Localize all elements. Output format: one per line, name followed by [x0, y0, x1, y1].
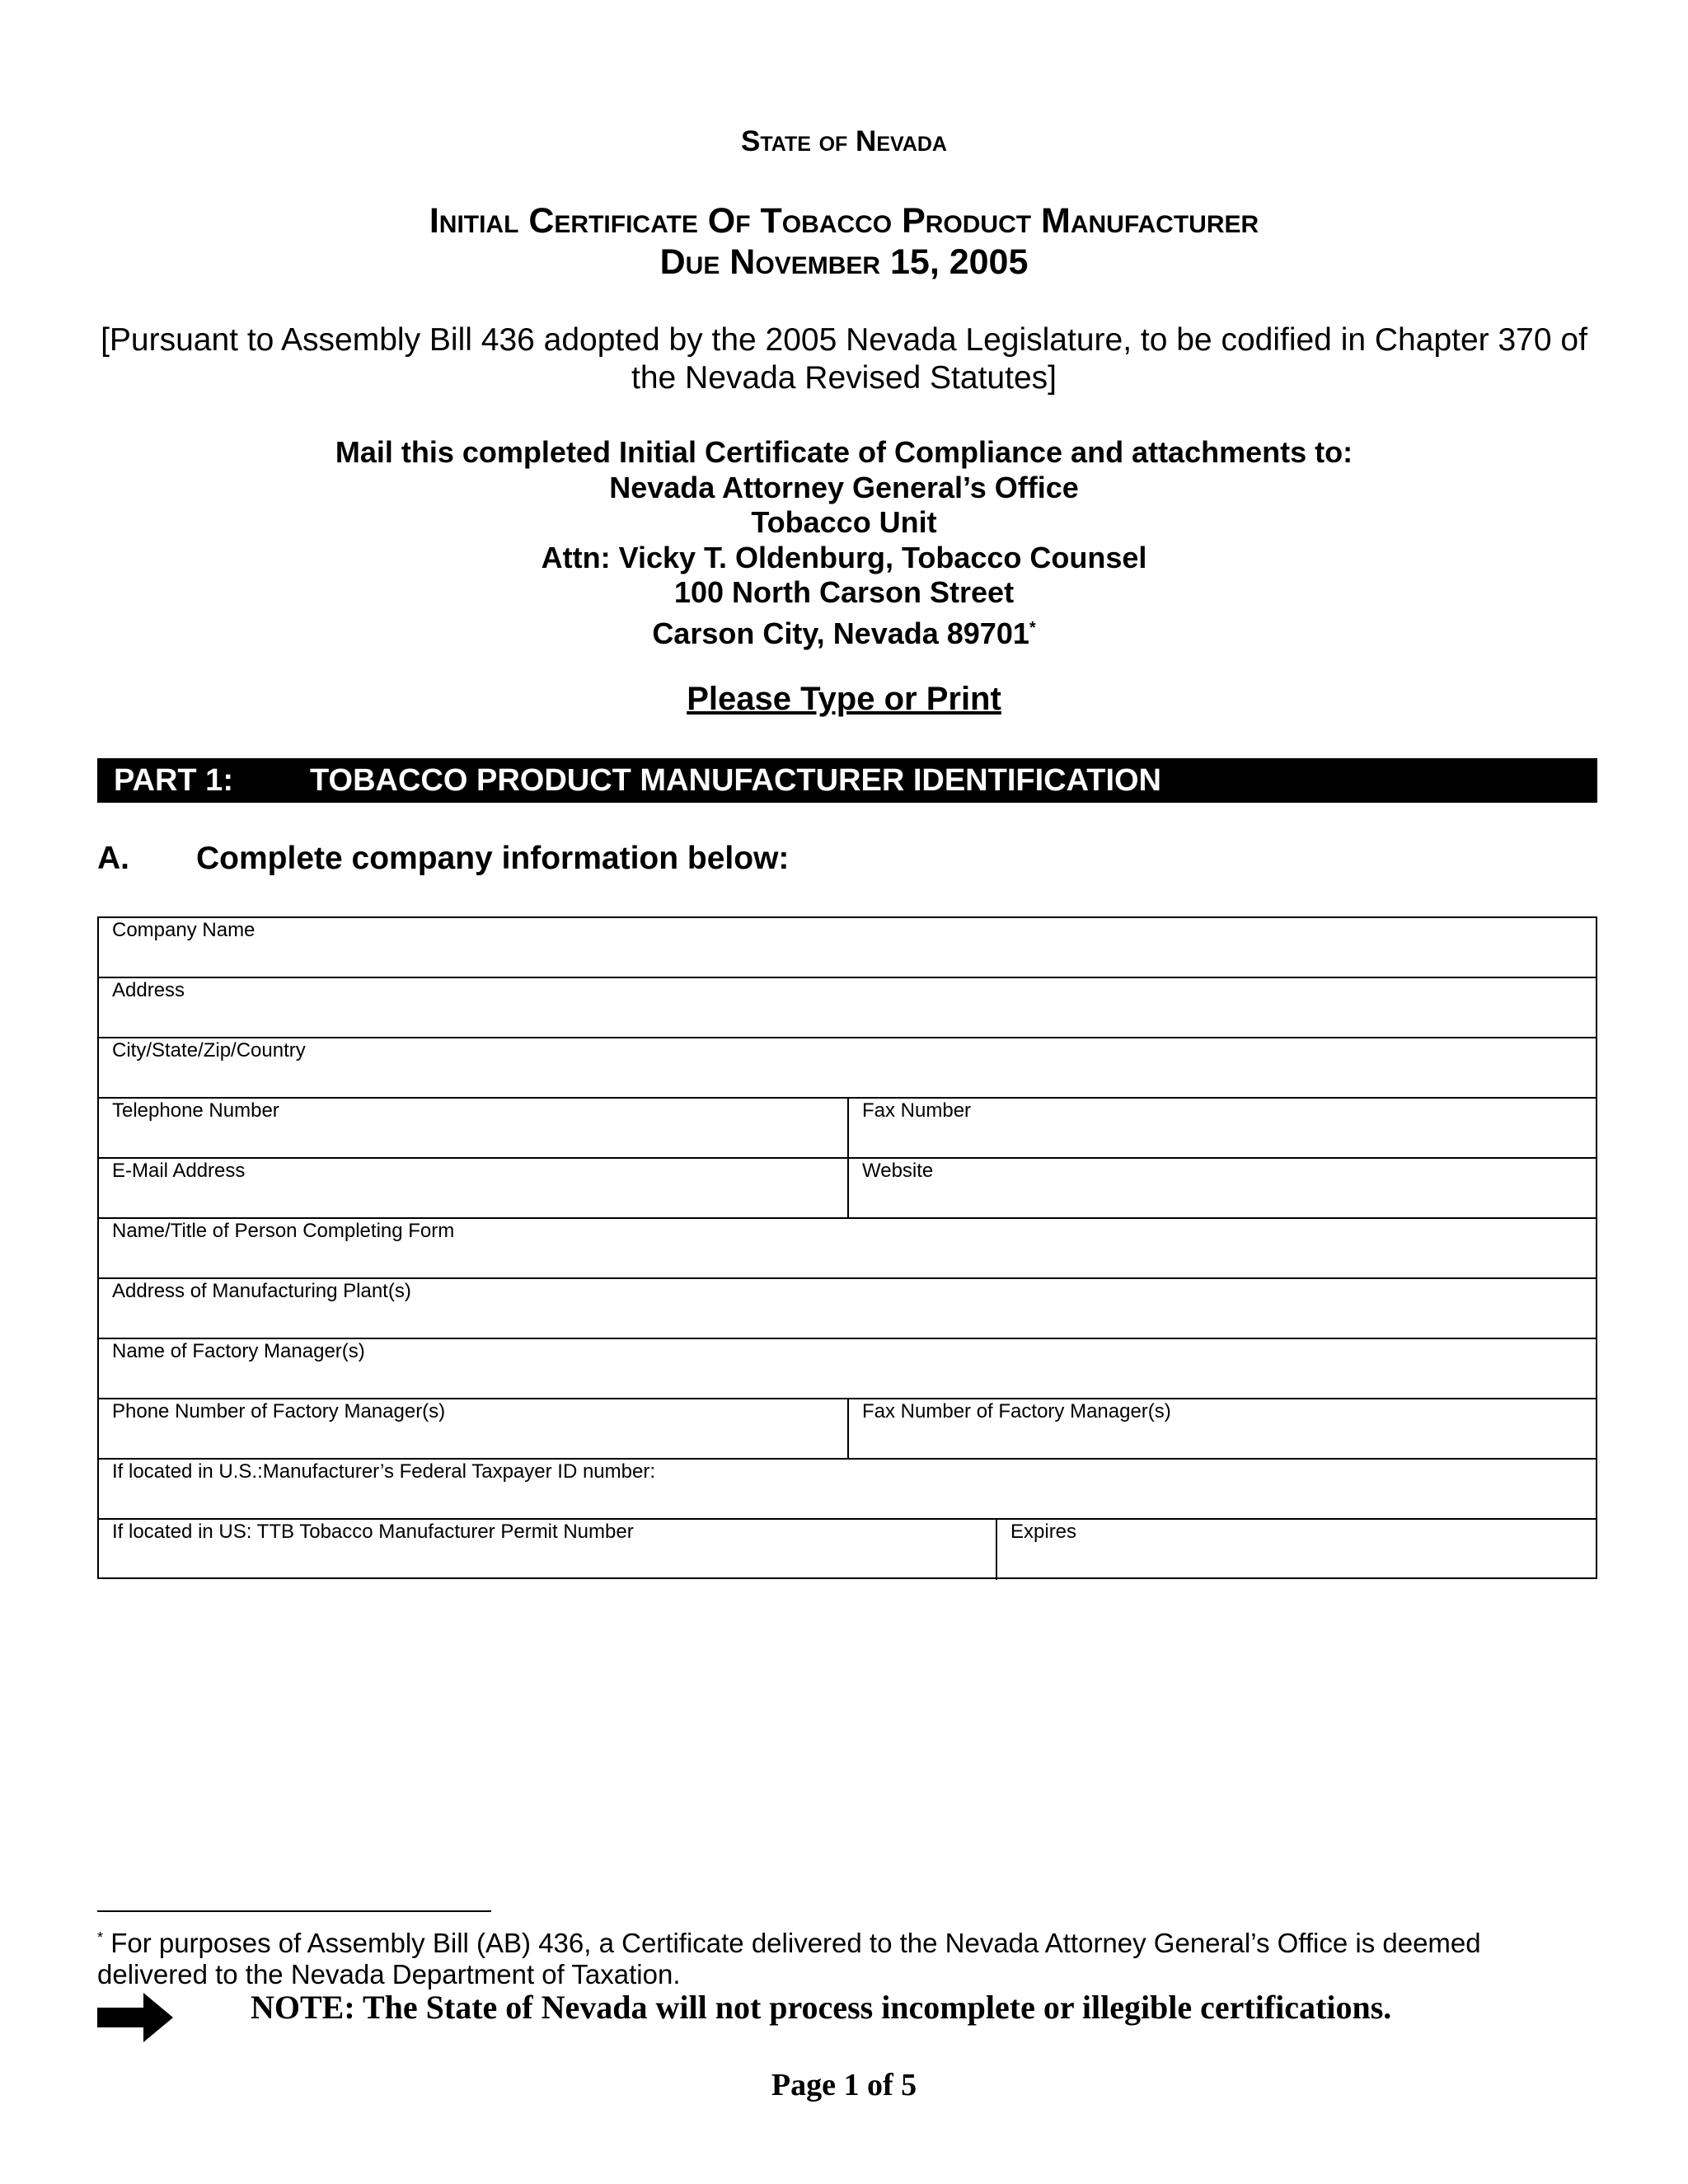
field-label: Company Name — [112, 919, 256, 941]
ttb-permit-field[interactable] — [99, 1520, 997, 1580]
mail-intro: Mail this completed Initial Certificate of Compliance and attachments to: — [335, 435, 1353, 469]
pursuant-statement: [Pursuant to Assembly Bill 436 adopted by the 2005 Nevada Legislature, to be codified in Chapter 370 of the Nevada Revised Statutes] — [101, 322, 1587, 396]
footnote-text: For purposes of Assembly Bill (AB) 436, a Certificate delivered to the Nevada Attorney General’s Office is deemed delivered to the Nevada Department of Taxation. — [97, 1928, 1481, 1990]
form-row — [99, 1399, 1596, 1460]
factory-manager-field[interactable] — [99, 1339, 1596, 1398]
fax-field[interactable] — [849, 1099, 1596, 1157]
field-label: If located in US: TTB Tobacco Manufacturer Permit Number — [112, 1521, 634, 1543]
field-label: Telephone Number — [112, 1099, 279, 1122]
mail-office: Nevada Attorney General’s Office — [609, 470, 1079, 504]
field-label: Fax Number of Factory Manager(s) — [862, 1400, 1171, 1422]
state-heading: State of Nevada — [740, 125, 947, 157]
company-info-form — [97, 916, 1597, 1579]
form-row — [99, 1099, 1596, 1159]
mailing-address-block — [0, 435, 1688, 651]
type-or-print-instruction: Please Type or Print — [687, 681, 1001, 717]
company-name-field[interactable] — [99, 918, 1596, 977]
expires-field[interactable] — [997, 1520, 1596, 1580]
field-label: Phone Number of Factory Manager(s) — [112, 1400, 446, 1422]
field-label: Fax Number — [862, 1099, 972, 1122]
field-label: Website — [862, 1160, 934, 1182]
footnote-ref: * — [1029, 618, 1036, 637]
footnote — [97, 1922, 1597, 1990]
form-row — [99, 1460, 1596, 1520]
manager-phone-field[interactable] — [99, 1399, 849, 1458]
arrow-right-icon — [97, 1993, 173, 2042]
section-title: Complete company information below: — [196, 841, 790, 876]
mail-attn: Attn: Vicky T. Oldenburg, Tobacco Counsel — [541, 540, 1147, 574]
mail-city: Carson City, Nevada 89701 — [652, 616, 1029, 650]
manager-fax-field[interactable] — [849, 1399, 1596, 1458]
field-label: Name of Factory Manager(s) — [112, 1340, 365, 1362]
field-label: Address — [112, 979, 185, 1001]
page-number: Page 1 of 5 — [771, 2068, 917, 2102]
field-label: E-Mail Address — [112, 1160, 246, 1182]
form-row — [99, 1219, 1596, 1279]
taxpayer-id-field[interactable] — [99, 1460, 1596, 1518]
form-row — [99, 1159, 1596, 1219]
part-number: PART 1: — [114, 763, 233, 798]
field-label: Address of Manufacturing Plant(s) — [112, 1280, 411, 1302]
part1-header-bar — [97, 758, 1597, 803]
field-label: If located in U.S.:Manufacturer’s Federal Taxpayer ID number: — [112, 1460, 655, 1483]
field-label: Expires — [1010, 1521, 1077, 1543]
due-date-title: Due November 15, 2005 — [659, 242, 1029, 282]
plant-address-field[interactable] — [99, 1279, 1596, 1338]
address-field[interactable] — [99, 978, 1596, 1037]
section-letter: A. — [97, 841, 129, 876]
form-row — [99, 1520, 1596, 1580]
footnote-divider — [97, 1910, 491, 1912]
form-row — [99, 1339, 1596, 1399]
processing-note: NOTE: The State of Nevada will not process incomplete or illegible certifications. — [251, 1989, 1392, 2026]
mail-unit: Tobacco Unit — [751, 505, 937, 539]
telephone-field[interactable] — [99, 1099, 849, 1157]
part-title: TOBACCO PRODUCT MANUFACTURER IDENTIFICATION — [310, 763, 1161, 798]
form-title: Initial Certificate Of Tobacco Product Manufacturer — [429, 201, 1259, 241]
email-field[interactable] — [99, 1159, 849, 1217]
form-row — [99, 918, 1596, 978]
mail-city-line — [0, 611, 1688, 652]
website-field[interactable] — [849, 1159, 1596, 1217]
person-completing-field[interactable] — [99, 1219, 1596, 1277]
footnote-mark: * — [97, 1929, 104, 1946]
city-state-zip-field[interactable] — [99, 1038, 1596, 1097]
field-label: City/State/Zip/Country — [112, 1039, 306, 1062]
form-row — [99, 1279, 1596, 1339]
form-row — [99, 1038, 1596, 1099]
mail-street: 100 North Carson Street — [673, 575, 1015, 609]
field-label: Name/Title of Person Completing Form — [112, 1220, 455, 1242]
form-row — [99, 978, 1596, 1038]
